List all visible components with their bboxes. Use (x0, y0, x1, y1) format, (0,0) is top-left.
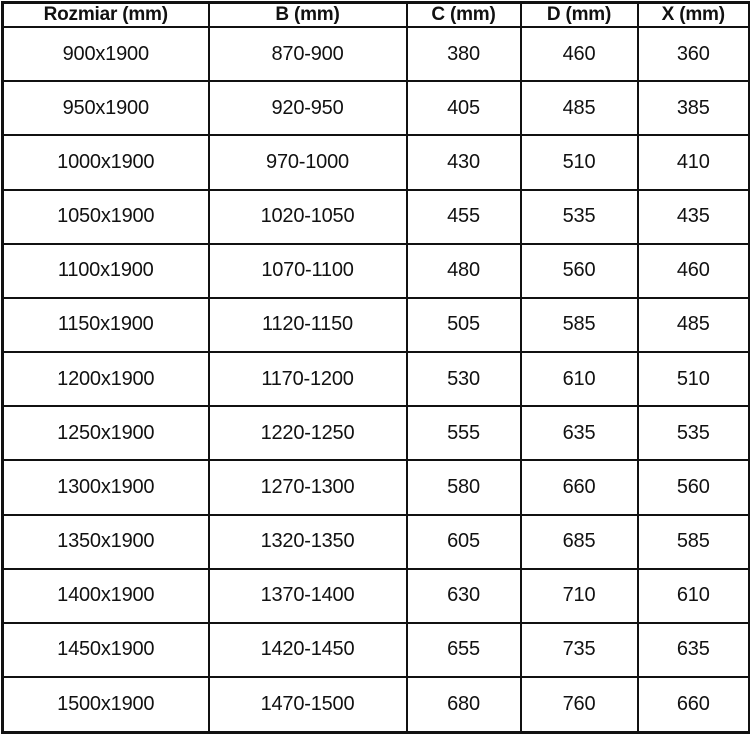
cell-c: 580 (407, 460, 521, 514)
cell-d: 685 (521, 515, 638, 569)
table-row (3, 406, 750, 460)
cell-c: 505 (407, 298, 521, 352)
cell-x: 435 (638, 190, 750, 244)
cell-c: 605 (407, 515, 521, 569)
cell-x: 485 (638, 298, 750, 352)
cell-b: 1320-1350 (209, 515, 407, 569)
cell-x: 635 (638, 623, 750, 677)
cell-d: 735 (521, 623, 638, 677)
cell-b: 970-1000 (209, 135, 407, 189)
cell-d: 610 (521, 352, 638, 406)
cell-rozmiar: 900x1900 (3, 27, 209, 81)
cell-c: 655 (407, 623, 521, 677)
column-header-d: D (mm) (521, 3, 638, 28)
header-row (3, 3, 750, 28)
cell-rozmiar: 1050x1900 (3, 190, 209, 244)
cell-d: 585 (521, 298, 638, 352)
cell-c: 555 (407, 406, 521, 460)
cell-rozmiar: 1300x1900 (3, 460, 209, 514)
cell-x: 360 (638, 27, 750, 81)
cell-b: 1120-1150 (209, 298, 407, 352)
cell-b: 1370-1400 (209, 569, 407, 623)
cell-x: 560 (638, 460, 750, 514)
cell-c: 455 (407, 190, 521, 244)
cell-b: 920-950 (209, 81, 407, 135)
cell-c: 480 (407, 244, 521, 298)
cell-b: 1070-1100 (209, 244, 407, 298)
cell-x: 535 (638, 406, 750, 460)
table-row (3, 677, 750, 732)
cell-d: 485 (521, 81, 638, 135)
table-row (3, 569, 750, 623)
cell-rozmiar: 950x1900 (3, 81, 209, 135)
cell-rozmiar: 1100x1900 (3, 244, 209, 298)
cell-d: 535 (521, 190, 638, 244)
table-row (3, 190, 750, 244)
cell-d: 710 (521, 569, 638, 623)
cell-d: 560 (521, 244, 638, 298)
cell-rozmiar: 1150x1900 (3, 298, 209, 352)
cell-rozmiar: 1250x1900 (3, 406, 209, 460)
cell-rozmiar: 1400x1900 (3, 569, 209, 623)
column-header-c: C (mm) (407, 3, 521, 28)
cell-rozmiar: 1450x1900 (3, 623, 209, 677)
cell-x: 610 (638, 569, 750, 623)
size-table (1, 1, 750, 734)
table-row (3, 27, 750, 81)
cell-b: 870-900 (209, 27, 407, 81)
cell-c: 530 (407, 352, 521, 406)
cell-c: 430 (407, 135, 521, 189)
cell-c: 405 (407, 81, 521, 135)
cell-rozmiar: 1500x1900 (3, 677, 209, 732)
cell-b: 1470-1500 (209, 677, 407, 732)
table-row (3, 515, 750, 569)
column-header-x: X (mm) (638, 3, 750, 28)
cell-c: 680 (407, 677, 521, 732)
table-row (3, 135, 750, 189)
cell-x: 460 (638, 244, 750, 298)
cell-x: 385 (638, 81, 750, 135)
cell-b: 1270-1300 (209, 460, 407, 514)
cell-d: 760 (521, 677, 638, 732)
table-row (3, 244, 750, 298)
cell-x: 510 (638, 352, 750, 406)
cell-d: 460 (521, 27, 638, 81)
cell-c: 630 (407, 569, 521, 623)
cell-d: 510 (521, 135, 638, 189)
cell-d: 635 (521, 406, 638, 460)
cell-c: 380 (407, 27, 521, 81)
cell-b: 1420-1450 (209, 623, 407, 677)
table-row (3, 81, 750, 135)
column-header-b: B (mm) (209, 3, 407, 28)
cell-x: 410 (638, 135, 750, 189)
table-row (3, 352, 750, 406)
table-row (3, 460, 750, 514)
table-row (3, 623, 750, 677)
cell-b: 1020-1050 (209, 190, 407, 244)
cell-rozmiar: 1000x1900 (3, 135, 209, 189)
cell-rozmiar: 1350x1900 (3, 515, 209, 569)
cell-x: 660 (638, 677, 750, 732)
cell-rozmiar: 1200x1900 (3, 352, 209, 406)
column-header-rozmiar: Rozmiar (mm) (3, 3, 209, 28)
cell-d: 660 (521, 460, 638, 514)
table-row (3, 298, 750, 352)
cell-b: 1170-1200 (209, 352, 407, 406)
cell-b: 1220-1250 (209, 406, 407, 460)
cell-x: 585 (638, 515, 750, 569)
